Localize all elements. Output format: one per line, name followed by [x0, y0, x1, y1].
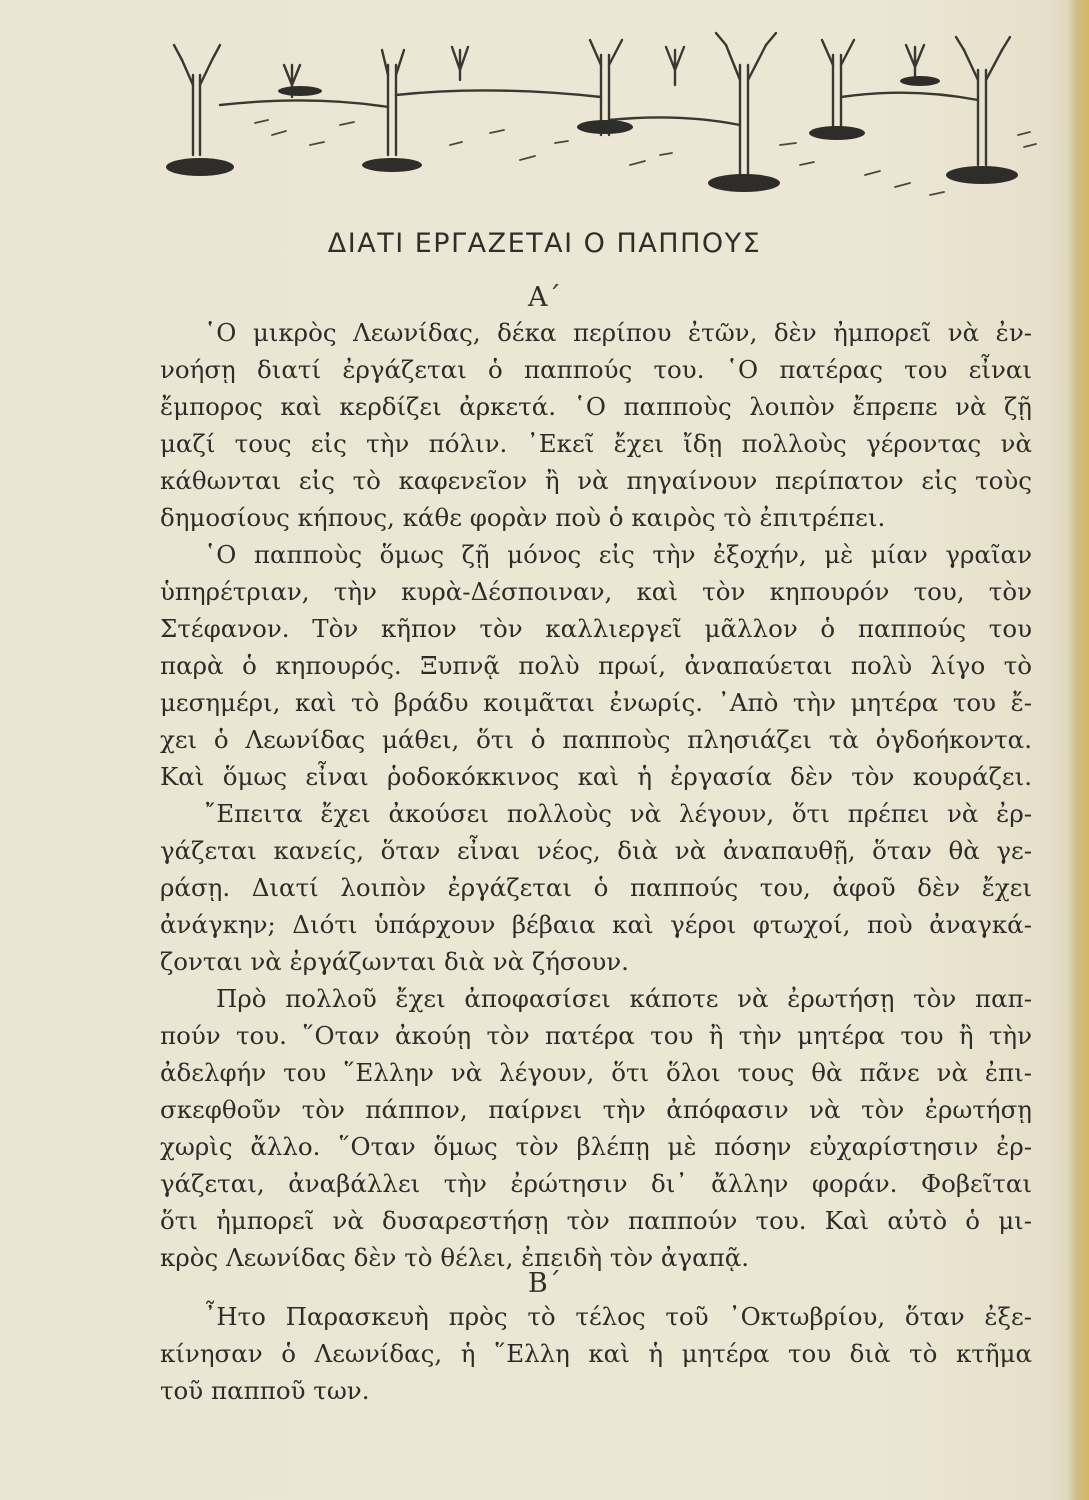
text-line: γάζεται κανείς, ὅταν εἶναι νέος, διὰ νὰ ἀναπαυθῇ, ὅταν θὰ γε-: [160, 836, 1032, 865]
text-line: μαζί τους εἰς τὴν πόλιν. ᾿Εκεῖ ἔχει ἴδῃ πολλοὺς γέροντας νὰ: [160, 429, 1032, 458]
text-line: ὅτι ἠμπορεῖ νὰ δυσαρεστήσῃ τὸν παππούν του. Καὶ αὐτὸ ὁ μι-: [160, 1206, 1032, 1235]
text-line: ἀδελφήν του ῞Ελλην νὰ λέγουν, ὅτι ὅλοι τους θὰ πᾶνε νὰ ἐπι-: [160, 1058, 1032, 1087]
text-line: νοήσῃ διατί ἐργάζεται ὁ παππούς του. ῾Ο πατέρας του εἶναι: [160, 355, 1032, 384]
text-line: ράσῃ. Διατί λοιπὸν ἐργάζεται ὁ παππούς του, ἀφοῦ δὲν ἔχει: [160, 873, 1032, 902]
text-line: Καὶ ὅμως εἶναι ῥοδοκόκκινος καὶ ἡ ἐργασία δὲν τὸν κουράζει.: [160, 762, 1032, 791]
text-line: ἀνάγκην; Διότι ὑπάρχουν βέβαια καὶ γέροι φτωχοί, ποὺ ἀναγκά-: [160, 910, 1032, 939]
section-b-heading: Β΄: [527, 1268, 562, 1299]
text-line: ζονται νὰ ἐργάζωνται διὰ νὰ ζήσουν.: [160, 947, 629, 976]
text-line: σκεφθοῦν τὸν πάππον, παίρνει τὴν ἀπόφασιν νὰ τὸν ἐρωτήσῃ: [160, 1095, 1032, 1124]
page-title: ΔΙΑΤΙ ΕΡΓΑΖΕΤΑΙ Ο ΠΑΠΠΟΥΣ: [327, 228, 762, 259]
text-line: κίνησαν ὁ Λεωνίδας, ἡ ῞Ελλη καὶ ἡ μητέρα του διὰ τὸ κτῆμα: [160, 1339, 1032, 1368]
text-line: δημοσίους κήπους, κάθε φορὰν ποὺ ὁ καιρὸς τὸ ἐπιτρέπει.: [160, 503, 886, 532]
text-line: ὑπηρέτριαν, τὴν κυρὰ-Δέσποιναν, καὶ τὸν κηπουρόν του, τὸν: [160, 577, 1032, 606]
text-line: τοῦ παπποῦ των.: [160, 1376, 370, 1405]
text-line: γάζεται, ἀναβάλλει τὴν ἐρώτησιν δι᾿ ἄλλην φοράν. Φοβεῖται: [160, 1169, 1032, 1198]
text-line: Στέφανον. Τὸν κῆπον τὸν καλλιεργεῖ μᾶλλον ὁ παππούς του: [160, 614, 1032, 643]
text-line: ῎Επειτα ἔχει ἀκούσει πολλοὺς νὰ λέγουν, ὅτι πρέπει νὰ ἐρ-: [204, 799, 1032, 828]
text-line: ῏Ητο Παρασκευὴ πρὸς τὸ τέλος τοῦ ᾿Οκτωβρίου, ὅταν ἐξε-: [204, 1302, 1032, 1331]
text-line: κρὸς Λεωνίδας δὲν τὸ θέλει, ἐπειδὴ τὸν ἀγαπᾷ.: [160, 1243, 750, 1272]
text-line: κάθωνται εἰς τὸ καφενεῖον ἢ νὰ πηγαίνουν περίπατον εἰς τοὺς: [160, 466, 1032, 495]
garden-post-2: [382, 50, 404, 155]
section-a-heading: Α΄: [528, 282, 561, 313]
text-line: χωρὶς ἄλλο. ῞Οταν ὅμως τὸν βλέπῃ μὲ πόσην εὐχαρίστησιν ἐρ-: [160, 1132, 1032, 1161]
text-line: ῾Ο παπποὺς ὅμως ζῇ μόνος εἰς τὴν ἐξοχήν, μὲ μίαν γραῖαν: [204, 540, 1032, 569]
text-line: Πρὸ πολλοῦ ἔχει ἀποφασίσει κάποτε νὰ ἐρωτήσῃ τὸν παπ-: [216, 984, 1032, 1013]
garden-post-5: [822, 40, 854, 135]
garden-post-6: [956, 37, 1010, 165]
garden-post-1: [174, 45, 220, 155]
text-line: ῾Ο μικρὸς Λεωνίδας, δέκα περίπου ἐτῶν, δὲν ἠμπορεῖ νὰ ἐν-: [204, 318, 1032, 347]
text-line: πούν του. ῞Οταν ἀκούῃ τὸν πατέρα του ἢ τὴν μητέρα του ἢ τὴν: [160, 1021, 1032, 1050]
garden-post-4: [716, 33, 776, 185]
header-illustration: [160, 25, 1040, 215]
text-line: μεσημέρι, καὶ τὸ βράδυ κοιμᾶται ἐνωρίς. ᾿Απὸ τὴν μητέρα του ἔ-: [160, 688, 1032, 717]
text-line: ἔμπορος καὶ κερδίζει ἀρκετά. ῾Ο παπποὺς λοιπὸν ἔπρεπε νὰ ζῇ: [160, 392, 1032, 421]
text-line: χει ὁ Λεωνίδας μάθει, ὅτι ὁ παπποὺς πλησιάζει τὰ ὀγδοήκοντα.: [160, 725, 1032, 754]
text-line: παρὰ ὁ κηπουρός. Ξυπνᾷ πολὺ πρωί, ἀναπαύεται πολὺ λίγο τὸ: [160, 651, 1032, 680]
